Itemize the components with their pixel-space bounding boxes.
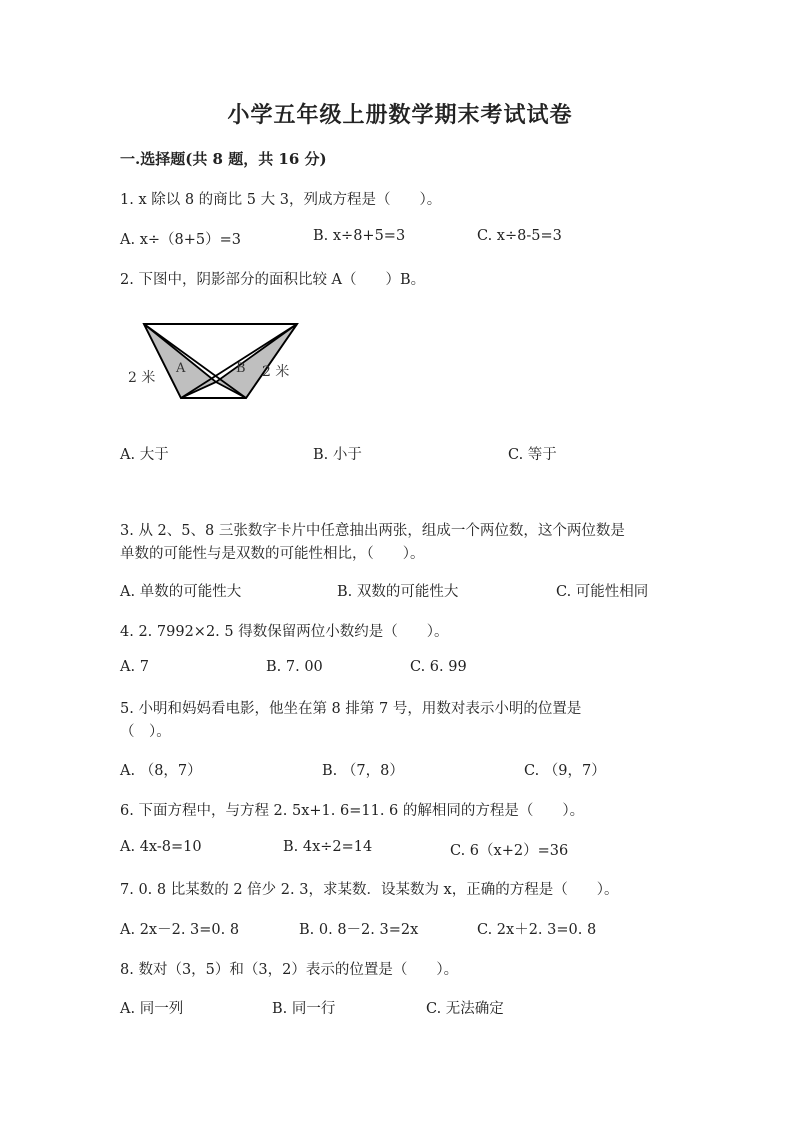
question-2-option-b[interactable]: B. 小于 bbox=[313, 447, 362, 463]
question-1-stem: 1. x 除以 8 的商比 5 大 3，列成方程是（ ）。 bbox=[120, 192, 442, 208]
question-1-option-b[interactable]: B. x÷8+5=3 bbox=[313, 228, 406, 244]
question-4-stem: 4. 2. 7992×2. 5 得数保留两位小数约是（ ）。 bbox=[120, 624, 449, 640]
label-b: B bbox=[236, 361, 246, 376]
question-7-stem: 7. 0. 8 比某数的 2 倍少 2. 3，求某数．设某数为 x，正确的方程是（ ）。 bbox=[120, 882, 619, 898]
question-7-option-a[interactable]: A. 2x－2. 3=0. 8 bbox=[120, 922, 240, 938]
left-side-length: 2 米 bbox=[128, 370, 156, 386]
question-8-stem: 8. 数对（3，5）和（3，2）表示的位置是（ ）。 bbox=[120, 962, 459, 978]
question-4-option-c[interactable]: C. 6. 99 bbox=[410, 659, 467, 675]
label-a: A bbox=[176, 361, 186, 376]
question-6-option-a[interactable]: A. 4x-8=10 bbox=[120, 839, 202, 855]
question-5-option-c[interactable]: C. （9，7） bbox=[524, 763, 606, 779]
question-3-option-a[interactable]: A. 单数的可能性大 bbox=[120, 584, 242, 600]
question-8-option-a[interactable]: A. 同一列 bbox=[120, 1001, 184, 1017]
question-3-option-b[interactable]: B. 双数的可能性大 bbox=[337, 584, 459, 600]
question-1-option-c[interactable]: C. x÷8-5=3 bbox=[477, 228, 562, 244]
question-3-option-c[interactable]: C. 可能性相同 bbox=[556, 584, 649, 600]
question-5-stem-line-2: （ ）。 bbox=[120, 724, 171, 740]
question-2-option-a[interactable]: A. 大于 bbox=[120, 447, 169, 463]
question-6-option-b[interactable]: B. 4x÷2=14 bbox=[283, 839, 373, 855]
question-8-option-b[interactable]: B. 同一行 bbox=[272, 1001, 336, 1017]
section-heading: 一.选择题(共 8 题，共 16 分) bbox=[120, 150, 327, 168]
question-2-stem: 2. 下图中，阴影部分的面积比较 A（ ）B。 bbox=[120, 272, 426, 288]
question-4-option-a[interactable]: A. 7 bbox=[120, 659, 149, 675]
question-7-option-c[interactable]: C. 2x＋2. 3=0. 8 bbox=[477, 922, 597, 938]
question-8-option-c[interactable]: C. 无法确定 bbox=[426, 1001, 504, 1017]
question-3-stem-line-1: 3. 从 2、5、8 三张数字卡片中任意抽出两张，组成一个两位数，这个两位数是 bbox=[120, 523, 625, 539]
question-1-option-a[interactable]: A. x÷（8+5）=3 bbox=[120, 232, 241, 248]
question-6-stem: 6. 下面方程中，与方程 2. 5x+1. 6=11. 6 的解相同的方程是（ ）。 bbox=[120, 803, 585, 819]
right-side-length: 2 米 bbox=[262, 364, 290, 380]
question-5-stem-line-1: 5. 小明和妈妈看电影，他坐在第 8 排第 7 号，用数对表示小明的位置是 bbox=[120, 701, 582, 717]
question-3-stem-line-2: 单数的可能性与是双数的可能性相比，（ ）。 bbox=[120, 546, 425, 562]
question-5-option-a[interactable]: A. （8，7） bbox=[120, 763, 202, 779]
question-7-option-b[interactable]: B. 0. 8－2. 3=2x bbox=[299, 922, 419, 938]
trapezoid-figure bbox=[120, 316, 310, 412]
question-6-option-c[interactable]: C. 6（x+2）=36 bbox=[450, 843, 569, 859]
page-title: 小学五年级上册数学期末考试试卷 bbox=[227, 102, 573, 128]
trapezoid-diagram bbox=[120, 316, 310, 408]
question-2-option-c[interactable]: C. 等于 bbox=[508, 447, 557, 463]
question-4-option-b[interactable]: B. 7. 00 bbox=[266, 659, 323, 675]
question-5-option-b[interactable]: B. （7，8） bbox=[322, 763, 404, 779]
